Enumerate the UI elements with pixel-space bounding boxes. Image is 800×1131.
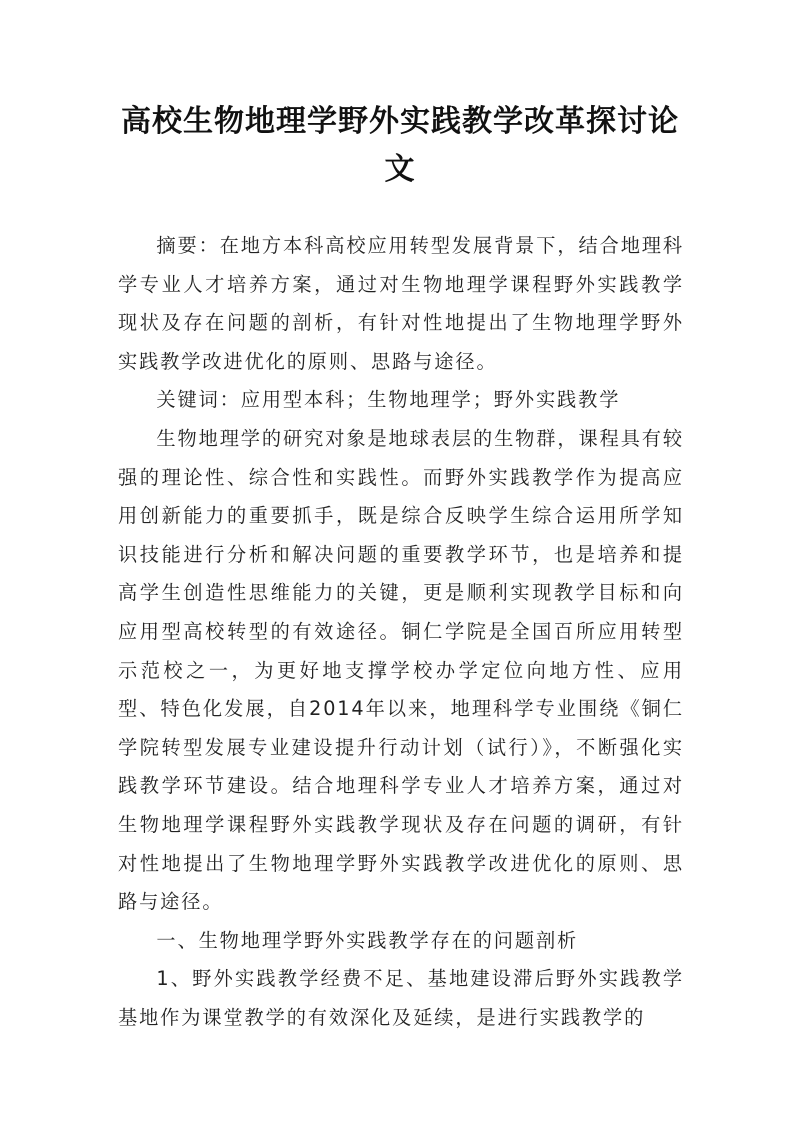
- subsection-paragraph: 1、野外实践教学经费不足、基地建设滞后野外实践教学基地作为课堂教学的有效深化及延续，是进行实践教学的: [118, 967, 684, 1029]
- intro-paragraph: 生物地理学的研究对象是地球表层的生物群，课程具有较强的理论性、综合性和实践性。而野外实践教学作为提高应用创新能力的重要抓手，既是综合反映学生综合运用所学知识技能进行分析和解决问题的重要教学环节，也是培养和提高学生创造性思维能力的关键，更是顺利实现教学目标和向应用型高校转型的有效途径。铜仁学院是全国百所应用转型示范校之一，为更好地支撑学校办学定位向地方性、应用型、特色化发展，自2014年以来，地理科学专业围绕《铜仁学院转型发展专业建设提升行动计划（试行）》，不断强化实践教学环节建设。结合地理科学专业人才培养方案，通过对生物地理学课程野外实践教学现状及存在问题的调研，有针对性地提出了生物地理学野外实践教学改进优化的原则、思路与途径。: [118, 426, 684, 914]
- abstract-paragraph: 摘要：在地方本科高校应用转型发展背景下，结合地理科学专业人才培养方案，通过对生物地理学课程野外实践教学现状及存在问题的剖析，有针对性地提出了生物地理学野外实践教学改进优化的原则、思路与途径。: [118, 234, 684, 373]
- document-body: [118, 227, 684, 1037]
- keywords-paragraph: 关键词：应用型本科；生物地理学；野外实践教学: [156, 388, 621, 412]
- section-heading: 一、生物地理学野外实践教学存在的问题剖析: [156, 928, 579, 952]
- document-title: 高校生物地理学野外实践教学改革探讨论文: [121, 104, 679, 187]
